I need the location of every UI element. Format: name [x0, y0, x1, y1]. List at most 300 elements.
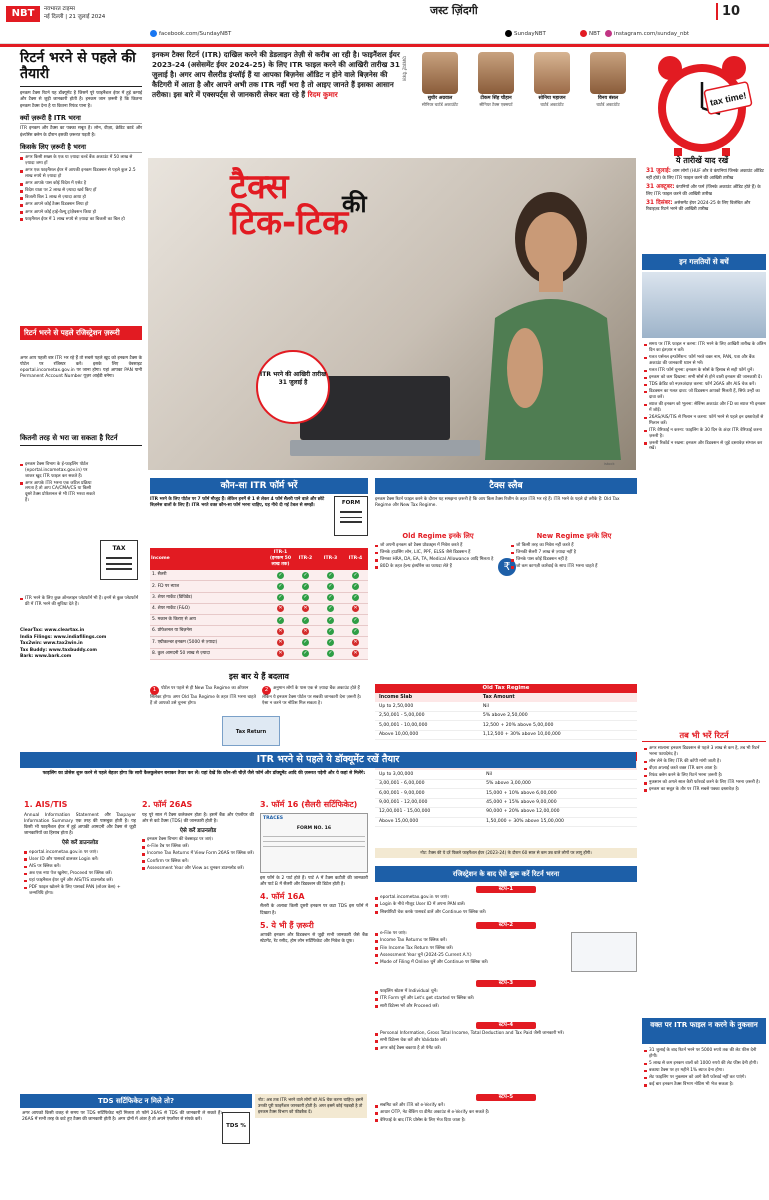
form-icon [334, 496, 368, 536]
rupee-icon: ₹ [498, 558, 516, 576]
old-regime-box [375, 532, 501, 571]
list-item: 26AS/AIS/TIS से मिलान न करना: फॉर्म भरने से पहले इन दस्तावेज़ों से मिलान करें। [644, 415, 766, 427]
list-item: AIS पर क्लिक करें। [24, 864, 136, 870]
list-item: जो किसी तरह का निवेश नहीं करते हैं [511, 543, 637, 549]
cross-icon: ✕ [278, 627, 283, 634]
table-row [150, 637, 368, 648]
deadline-stamp: ITR भरने की आखिरी तारीख 31 जुलाई है [256, 350, 330, 424]
date-text: कंपनियों और फर्म (जिनके अकाउंट ऑडिट होते हैं) के लिए ITR फाइल करने की आखिरी तारीख [646, 184, 761, 197]
list-item: लेट फाइलिंग पर नुकसान को आगे कैरी फॉरवर्ड नहीं कर पाएंगे। [644, 1075, 766, 1081]
column-header: ITR-2 [293, 548, 318, 570]
table-header-row [375, 693, 637, 702]
eligibility-cell [293, 592, 318, 603]
form16-sub: TRACES [263, 815, 284, 821]
list-item: जिनकी सैलरी 7 लाख से ज़्यादा नहीं है [511, 550, 637, 556]
expert-card [413, 52, 467, 108]
docs-column-form16 [260, 800, 368, 946]
eligibility-cell [293, 637, 318, 648]
expert-panel-label: एक्सपर्ट पैनल [400, 56, 407, 81]
eligibility-cell [268, 637, 293, 648]
date-value: 31 अक्टूबर: [646, 183, 675, 190]
youtube-link[interactable] [580, 30, 600, 38]
portal-screenshot [571, 932, 637, 972]
old-table-title: Old Tax Regime [375, 684, 637, 693]
tax-amount-cell: 5% above 3,00,000 [482, 779, 637, 788]
new-table-body [375, 770, 637, 826]
list-item: Personal Information, Gross Total Income, Total Deduction and Tax Paid जैसी जानकारी भरें। [375, 1031, 637, 1037]
list-item: ज़रूरी रिकॉर्ड न रखना: इनकम और डिडक्शन से जुड़े दस्तावेज़ संभाल कर रखें। [644, 441, 766, 453]
check-icon: ✓ [328, 650, 333, 657]
check-icon: ✓ [328, 627, 333, 634]
column-header: ITR-4 [343, 548, 368, 570]
platform-link[interactable]: India Filings: www.indiafilings.com [20, 634, 107, 640]
hero-title [230, 167, 367, 243]
instagram-link[interactable] [605, 30, 689, 38]
errors-photo [642, 272, 766, 338]
income-slab-cell: 9,00,001 - 12,00,000 [375, 798, 482, 807]
eligibility-cell [318, 626, 343, 637]
date-value: 31 दिसंबर: [646, 199, 673, 206]
check-icon: ✓ [353, 594, 358, 601]
eligibility-cell [293, 603, 318, 614]
page-number: 10 [716, 3, 740, 20]
list-item: गलत पर्सनल इन्फॉर्मेशन: फॉर्म भरते वक्त नाम, PAN, पता और बैंक अकाउंट की जानकारी ध्यान से भरें। [644, 355, 766, 367]
old-regime-heading: Old Regime इनके लिए [402, 532, 474, 540]
masthead-rule [0, 44, 769, 47]
change-number: 1 [150, 686, 159, 695]
list-item: गलत ITR फॉर्म चुनना: इनकम के सोर्स के हिसाब से सही फॉर्म चुनें। [644, 368, 766, 374]
list-item: जिनका HRA, DA, EA, TA, Medical Allowance आदि मिलता है [375, 557, 501, 563]
platform-link[interactable]: Bark: www.bark.com [20, 654, 72, 660]
tax-amount-cell: 1,12,500 + 30% above 10,00,000 [479, 730, 637, 739]
registration-steps-heading: रजिस्ट्रेशन के बाद ऐसे शुरू करें रिटर्न भरना [375, 866, 637, 882]
date-text: असेसमेंट ईयर 2024-25 के लिए विलंबित और रिवाइज़्ड रिटर्न भरने की आखिरी तारीख [646, 200, 751, 213]
platform-link[interactable]: Tax Buddy: www.taxbuddy.com [20, 647, 97, 653]
kinds-heading: कितनी तरह से भरा जा सकता है रिटर्न [20, 434, 142, 446]
eligibility-cell [318, 614, 343, 625]
tax-amount-cell: 1,50,000 + 30% above 15,00,000 [482, 817, 637, 826]
check-icon: ✓ [303, 616, 308, 623]
old-regime-table [375, 684, 637, 740]
list-item: PDF फाइल खोलने के लिए पासवर्ड PAN (लोअर केस) + जन्मतिथि होगा। [24, 885, 136, 897]
eligibility-cell [343, 581, 368, 592]
list-item: बिजली बिल 1 लाख से ज़्यादा आया हो [20, 195, 142, 201]
date-item [646, 200, 764, 214]
expert-card [469, 52, 523, 108]
eligibility-cell [268, 648, 293, 659]
tds-certificate-icon: TDS % [222, 1112, 250, 1144]
column-header: ITR-3 [318, 548, 343, 570]
check-icon: ✓ [303, 638, 308, 645]
expert-role: चार्टर्ड अकाउंटेंट [596, 102, 620, 108]
expert-photo [478, 52, 514, 94]
list-item: Income Tax Returns में View Form 26AS पर क्लिक करें। [142, 851, 254, 857]
registration-step [375, 980, 637, 1011]
list-item: जो कम कागज़ी कार्रवाई के साथ ITR भरना चाहते हैं [511, 564, 637, 570]
x-icon [505, 30, 512, 37]
eligibility-cell [318, 570, 343, 581]
check-icon: ✓ [303, 582, 308, 589]
old-table-body [375, 702, 637, 739]
platform-list [20, 628, 142, 661]
list-item: अगर कोई टैक्स बकाया है तो पेमेंट करें। [375, 1046, 637, 1052]
woman-illustration [465, 168, 625, 460]
alarm-clock-icon [640, 50, 764, 158]
list-item: ITR Form चुनें और Let's get started पर क्लिक करें। [375, 996, 637, 1002]
list-item: रिफंड क्लेम करने के लिए रिटर्न भरना ज़रूरी है। [644, 773, 766, 779]
list-item: अगर किसी शख्स के एक या ज़्यादा वर्ल्ड बैंक अकाउंट में 50 लाख से ज़्यादा जमा हों [20, 155, 142, 167]
eligibility-cell [268, 592, 293, 603]
list-item: ब्याज की इनकम को भूलना: सेविंग्स अकाउंट और FD का ब्याज भी इनकम में जोड़ें। [644, 402, 766, 414]
docs-26as-text: यह पूरे साल में टैक्स कलेक्शन होता है। इसमें बैंक और एंप्लॉयर की ओर से कटे टैक्स (TDS) की जानकारी होती है। [142, 812, 254, 824]
nbt-logo[interactable]: NBT [6, 6, 40, 22]
registration-step [375, 922, 637, 967]
youtube-handle: NBT [589, 31, 601, 37]
table-row [150, 581, 368, 592]
list-item: सभी डिटेल्स चेक करें और Validate करें। [375, 1038, 637, 1044]
forms-heading: कौन-सा ITR फॉर्म भरें [150, 478, 368, 494]
list-item: e-File टैब पर क्लिक करें। [142, 844, 254, 850]
tax-amount-cell: 45,000 + 15% above 9,00,000 [482, 798, 637, 807]
check-icon: ✓ [328, 594, 333, 601]
photo-credit: istock [604, 462, 615, 466]
expert-name: सोनिया महाजन [538, 96, 566, 101]
list-item: 80D के तहत हेल्थ इंश्योरेंस का फायदा लेते हैं [375, 564, 501, 570]
check-icon: ✓ [328, 571, 333, 578]
tds-heading: TDS सर्टिफिकेट न मिले तो? [20, 1094, 252, 1108]
docs-column-ais [24, 800, 136, 898]
check-icon: ✓ [303, 650, 308, 657]
list-item: Income Tax Returns पर क्लिक करें। [375, 938, 565, 944]
x-link[interactable] [505, 30, 546, 38]
slab-heading: टैक्स स्लैब [375, 478, 637, 494]
list-item: अगर सालाना इनकम डिडक्शन से पहले 3 लाख से कम है, तब भी रिटर्न भरना फायदेमंद है। [644, 746, 766, 758]
income-type: 4. शेयर मार्केट (F&O) [150, 603, 268, 614]
table-row [375, 721, 637, 730]
step-label: स्टेप-2 [476, 922, 536, 929]
income-slab-cell: 5,00,001 - 10,00,000 [375, 721, 479, 730]
errors-list [644, 342, 766, 454]
table-row [375, 789, 637, 798]
docs-other-text: आपकी इनकम और डिडक्शन से जुड़ी सभी जानकारी जैसे बैंक स्टेटमेंट, रेंट रसीद, होम लोन सर्टिफिकेट और निवेश के प्रूफ। [260, 933, 368, 945]
eligibility-cell [293, 648, 318, 659]
left-column [20, 50, 142, 224]
cross-icon: ✕ [303, 627, 308, 634]
docs-ais-title: 1. AIS/TIS [24, 800, 68, 809]
expert-role: सीनियर टैक्स एक्सपर्ट [479, 102, 513, 108]
hero-deck-text: इनकम टैक्स रिटर्न (ITR) दाखिल करने की डेडलाइन तेज़ी से करीब आ रही है। फाइनैंशल ईयर 2023-24 (असेसमेंट ईयर 2024-25) के लिए ITR फाइल करने की आखिरी तारीख 31 जुलाई है। अगर आप सैलरीड इंप्लॉई हैं या आपका बिज़नेस ऑडिट न होने वाले बिज़नेस की कैटिगरी में आता है और आपने अभी तक ITR नहीं भरा है तो आइए जानते हैं इसका आसान तरीका। इस बारे में एक्सपर्ट्स से जानकारी लेकर बता रहे हैं [152, 50, 400, 99]
docs-form16a-title: 4. फॉर्म 16A [260, 891, 305, 901]
check-icon: ✓ [328, 616, 333, 623]
list-item: नुकसान को अगले साल कैरी फॉरवर्ड करने के लिए ITR भरना ज़रूरी है। [644, 780, 766, 786]
check-icon: ✓ [353, 571, 358, 578]
cross-icon: ✕ [353, 638, 358, 645]
check-icon: ✓ [353, 627, 358, 634]
date-text: आम लोगों (HUF और वे कंपनियां जिनके अकाउंट ऑडिट नहीं होते) के लिए ITR फाइल करने की आखिरी तारीख [646, 169, 764, 181]
step-label: स्टेप-1 [476, 886, 536, 893]
table-row [375, 711, 637, 720]
expert-name: सुधीर अग्रवाल [427, 96, 453, 101]
list-item: वीज़ा अप्लाई करते वक्त ITR काम आता है। [644, 766, 766, 772]
list-item: इनकम को कम दिखाना: सभी सोर्स से होने वाली इनकम की जानकारी दें। [644, 375, 766, 381]
list-item: File Income Tax Return पर क्लिक करें। [375, 946, 565, 952]
expert-photo [422, 52, 458, 94]
list-item: eportal.incometax.gov.in पर जाएं। [375, 895, 637, 901]
cross-icon: ✕ [278, 650, 283, 657]
cross-icon: ✕ [353, 650, 358, 657]
list-item: Assessment Year चुनें (2024-25 Current A.Y.) [375, 953, 565, 959]
list-item: लोन लेने के लिए ITR की कॉपी मांगी जाती है। [644, 759, 766, 765]
table-row [375, 779, 637, 788]
new-regime-box [511, 532, 637, 571]
why-text: ITR इनकम और टैक्स का पक्का सबूत है। लोन, वीज़ा, क्रेडिट कार्ड और इंश्योरेंस क्लेम के दौरान इसकी ज़रूरत पड़ती है। [20, 126, 142, 138]
list-item: आधार OTP, नेट बैंकिंग या डीमैट अकाउंट से e-Verify कर सकते हैं। [375, 1110, 637, 1116]
expert-name: विनय बंसल [597, 96, 619, 101]
step-label: स्टेप-5 [476, 1094, 536, 1101]
table-row [375, 798, 637, 807]
expert-role: चार्टर्ड अकाउंटेंट [540, 102, 564, 108]
docs-ais-text: Annual Information Statement और Taxpayer Information Summary एक तरह की पासबुक होती है। यह किसी भी फाइनैंशल ईयर में हुई आपकी आमदनी और टैक्स से जुड़ी जानकारियों का हिसाब होता है। [24, 812, 136, 837]
docs-form16a-text: सैलरी के अलावा किसी दूसरी इनकम पर कटा TDS इस फॉर्म में दिखता है। [260, 904, 368, 916]
list-item: यहां फाइनैंशल ईयर चुनें और AIS/TIS डाउनलोड करें। [24, 878, 136, 884]
youtube-icon [580, 30, 587, 37]
check-icon: ✓ [278, 616, 283, 623]
hero-deck [152, 50, 400, 100]
docs-form16-title: 3. फॉर्म 16 (सैलरी सर्टिफिकेट) [260, 800, 358, 809]
docs-form16-text: इस फॉर्म के 2 पार्ट होते हैं। पार्ट A में टैक्स कटौती की जानकारी और पार्ट B में सैलरी और डिडक्शन की डिटेल होती है। [260, 875, 368, 887]
date-value: 31 जुलाई: [646, 168, 671, 174]
docs-column-26as [142, 800, 254, 873]
tax-amount-cell: 90,000 + 20% above 12,00,000 [482, 808, 637, 817]
tds-text: अगर आपको किसी वजह से समय पर TDS सर्टिफिकेट नहीं मिलता तो फॉर्म 26AS से TDS की जानकारी ले सकते हैं। 26AS में सभी तरह के कटे हुए टैक्स की जानकारी होती है। अगर दोनों में अंतर है तो अपने एंप्लॉयर से संपर्क करें। [22, 1111, 222, 1123]
registration-step [375, 1094, 637, 1125]
table-row [375, 702, 637, 711]
eligibility-cell [318, 637, 343, 648]
eligibility-cell [343, 614, 368, 625]
tax-amount-cell: Nil [479, 702, 637, 711]
registration-step [375, 1022, 637, 1053]
column-header: Income [150, 548, 268, 570]
slab-note: नोट: टैक्स की ये दरें पिछले फाइनैंशल ईयर (2023-24) के दौरान 60 साल से कम उम्र वाले लोगों पर लागू होंगी। [375, 848, 637, 858]
hero-title-ki: की [342, 190, 367, 218]
eligibility-cell [318, 581, 343, 592]
list-item: 5 लाख से कम इनकम वालों को 1000 रुपये की लेट फीस देनी होगी। [644, 1061, 766, 1067]
table-row [375, 770, 637, 779]
registration-step [375, 886, 637, 917]
table-row [150, 626, 368, 637]
docs-26as-title: 2. फॉर्म 26AS [142, 800, 193, 809]
list-item: 31 जुलाई के बाद रिटर्न भरने पर 5000 रुपये तक की लेट फीस देनी होगी। [644, 1048, 766, 1060]
expert-role: सीनियर चार्टर्ड अकाउंटेंट [421, 102, 459, 108]
list-item: सबमिट करें और ITR को e-Verify करें। [375, 1103, 637, 1109]
slab-intro: इनकम टैक्स रिटर्न फाइल करने के दौरान यह समझना ज़रूरी है कि आप किस टैक्स रिजीम के तहत ITR भर रहे हैं। ITR भरने के पहले दो तरीके हैं: Old Tax Regime और New Tax Regime. [375, 497, 620, 509]
income-slab-cell: Above 10,00,000 [375, 730, 479, 739]
eligibility-cell [318, 592, 343, 603]
expert-photo [590, 52, 626, 94]
kinds-list-2 [20, 596, 142, 609]
new-regime-heading: New Regime इनके लिए [536, 532, 612, 540]
section-title: जस्ट ज़िंदगी [430, 4, 478, 17]
list-item: जिनके पास कोई डिडक्शन नहीं है [511, 557, 637, 563]
left-title: रिटर्न भरने से पहले की तैयारी [20, 50, 136, 83]
list-item: समय पर ITR फाइल न करना: ITR भरने के लिए आखिरी तारीख के अंतिम दिन का इंतज़ार न करें। [644, 342, 766, 354]
income-type: 5. मकान के किराए से आय [150, 614, 268, 625]
dates-list [646, 168, 764, 215]
list-item: Mode of Filing में Online चुनें और Continue पर क्लिक करें। [375, 960, 565, 966]
x-handle: SundayNBT [514, 31, 546, 37]
platform-link[interactable]: ClearTax: www.cleartax.in [20, 628, 85, 633]
expert-card [525, 52, 579, 108]
dates-heading: ये तारीखें याद रखें [675, 156, 729, 165]
step-label: स्टेप-3 [476, 980, 536, 987]
late-filing-list [644, 1048, 766, 1089]
list-item: बकाया टैक्स पर हर महीने 1% ब्याज देना होगा। [644, 1068, 766, 1074]
alarm-clock-illustration [640, 50, 764, 158]
income-type: 7. एग्रीकल्चर इनकम (5000 से ज़्यादा) [150, 637, 268, 648]
list-item: वेरिफाई के बाद ITR प्रोसेस के लिए भेज दिया जाता है। [375, 1118, 637, 1124]
old-regime-list [375, 543, 501, 570]
docs-other-title: 5. ये भी हैं ज़रूरी [260, 920, 314, 930]
step-label: स्टेप-4 [476, 1022, 536, 1029]
check-icon: ✓ [303, 594, 308, 601]
income-type: 1. सैलरी [150, 570, 268, 581]
date-item [646, 168, 764, 182]
registration-text: अगर आप पहली बार ITR भर रहे हैं तो सबसे पहले खुद को इनकम टैक्स के पोर्टल पर रजिस्टर करें। इसके लिए वेबसाइट eportal.incometax.gov.in पर जाना होगा। यहां आपका PAN यानी Permanent Account Number यूज़र आईडी बनेगा। [20, 356, 142, 380]
eligibility-cell [293, 626, 318, 637]
list-item: फाइलिंग स्टेटस में Individual चुनें। [375, 989, 637, 995]
table-row [375, 730, 637, 739]
masthead-name: नवभारत टाइम्स [44, 6, 75, 12]
list-item: ITR वेरिफाई न करना: फाइलिंग के 30 दिन के अंदर ITR वेरिफाई करना ज़रूरी है। [644, 428, 766, 440]
cross-icon: ✕ [278, 605, 283, 612]
tax-amount-cell: 12,500 + 20% above 5,00,000 [479, 721, 637, 730]
list-item: User ID और पासवर्ड डालकर Login करें। [24, 857, 136, 863]
eligibility-cell [293, 581, 318, 592]
income-type: 6. प्रोफेशनल या बिज़नेस [150, 626, 268, 637]
list-item: Confirm पर क्लिक करें। [142, 859, 254, 865]
eligibility-cell [268, 603, 293, 614]
eligibility-cell [293, 614, 318, 625]
forms-intro: ITR भरने के लिए पोर्टल पर 7 फॉर्म मौजूद हैं। लेकिन इनमें से 1 से लेकर 4 फॉर्म सैलरी पाने वाले और छोटे बिज़नेस वालों के लिए हैं। ITR भरते वक्त कौन-सा फॉर्म भरना चाहिए, यह नीचे दी गई टेबल से समझें। [150, 497, 325, 509]
list-item: जिनके हाउसिंग लोन, LIC, PPF, ELSS जैसे डिडक्शन हैं [375, 550, 501, 556]
check-icon: ✓ [278, 571, 283, 578]
list-item: इनकम टैक्स विभाग की वेबसाइट पर जाएं। [142, 837, 254, 843]
tax-amount-cell: 15,000 + 10% above 6,00,000 [482, 789, 637, 798]
eligibility-cell [318, 603, 343, 614]
cross-icon: ✕ [278, 638, 283, 645]
check-icon: ✓ [328, 582, 333, 589]
income-type: 3. शेयर मार्केट (डिविडेंड) [150, 592, 268, 603]
income-type: 8. कुल आमदनी 50 लाख से ज़्यादा [150, 648, 268, 659]
tax-return-illustration: Tax Return [222, 716, 280, 746]
change-text: पोर्टल पर पहले से ही New Tax Regime का ऑप्शन सिलेक्ट होगा। अगर Old Tax Regime के तहत ITR भरना चाहते हैं तो आपको उसे चुनना होगा। [150, 686, 256, 706]
form16-thumbnail [260, 813, 368, 873]
eligibility-cell [268, 626, 293, 637]
income-slab-cell: 6,00,001 - 9,00,000 [375, 789, 482, 798]
platform-link[interactable]: Tax2win: www.tax2win.in [20, 641, 83, 647]
left-intro: इनकम टैक्स रिटर्न यह डॉक्यूमेंट है जिसमें पूरे फाइनैंशल ईयर में हुई कमाई और टैक्स से जुड़ी जानकारी होती है। इनकम जान ज़रूरी है कि कितना इनकम टैक्स देना है या कितना रिफंड पाना है। [20, 91, 142, 109]
eligibility-cell [343, 648, 368, 659]
table-row [150, 614, 368, 625]
column-header: ITR-1 (इनकम 50 लाख तक) [268, 548, 293, 570]
tax-amount-cell: 5% above 2,50,000 [479, 711, 637, 720]
kinds-list [20, 462, 98, 505]
tax-form-icon: TAX [100, 540, 138, 580]
table-row [150, 603, 368, 614]
docs-26as-subheading: ऐसे करें डाउनलोड [179, 827, 217, 834]
eligibility-cell [318, 648, 343, 659]
itr-table-body [150, 570, 368, 659]
eligibility-cell [343, 603, 368, 614]
hero-title-tick: टिक-टिक [230, 202, 349, 243]
check-icon: ✓ [353, 616, 358, 623]
instagram-handle: instagram.com/sunday_nbt [614, 31, 690, 37]
expert-panel [405, 52, 635, 152]
list-item: सारी डिटेल्स भरें और Proceed करें। [375, 1004, 637, 1010]
who-list [20, 155, 142, 222]
cross-icon: ✕ [303, 605, 308, 612]
list-item: eportal.incometax.gov.in पर जाएं। [24, 850, 136, 856]
docs-26as-steps [142, 837, 254, 871]
income-slab-cell: 3,00,001 - 6,00,000 [375, 779, 482, 788]
errors-heading: इन गलतियों से बचें [642, 254, 766, 270]
income-type: 2. FD पर ब्याज [150, 581, 268, 592]
form-icon-label: FORM [341, 500, 361, 506]
who-heading: किसके लिए ज़रूरी है भरना [20, 143, 142, 154]
check-icon: ✓ [353, 582, 358, 589]
table-header-row [150, 548, 368, 570]
eligibility-cell [343, 626, 368, 637]
column-header: Tax Amount [479, 693, 637, 702]
income-slab-cell: 2,50,001 - 5,00,000 [375, 711, 479, 720]
eligibility-cell [293, 570, 318, 581]
changes-heading: इस बार ये हैं बदलाव [228, 672, 290, 681]
income-slab-cell: Up to 2,50,000 [375, 702, 479, 711]
table-row [150, 648, 368, 659]
late-filing-heading: वक्त पर ITR फाइल न करने के नुकसान [642, 1018, 766, 1044]
check-icon: ✓ [278, 582, 283, 589]
eligibility-cell [343, 570, 368, 581]
file-anyway-heading: तब भी भरें रिटर्न [642, 730, 766, 742]
facebook-icon [150, 30, 157, 37]
ais-note: नोट: अब तक ITR भरने वाले लोगों को AIS चेक करना चाहिए। इसमें उनकी पूरी फाइनैंशल जानकारी होती है। अगर इसमें कोई गड़बड़ी है तो इनकम टैक्स विभाग को फीडबैक दें। [255, 1094, 367, 1118]
expert-card [581, 52, 635, 108]
cross-icon: ✕ [353, 605, 358, 612]
table-row [375, 808, 637, 817]
form16-label: FORM NO. 16 [296, 825, 332, 831]
list-item: TDS क्रेडिट को नज़रअंदाज़ करना: फॉर्म 26AS और AIS चेक करें। [644, 382, 766, 388]
list-item: Login के नीचे मौजूद User ID में अपना PAN डालें। [375, 902, 637, 908]
change-number: 2 [262, 686, 271, 695]
change-text: अनुमान लोगों के पास एक से ज़्यादा बैंक अकाउंट होते हैं लेकिन ये इनकम टैक्स पोर्टल पर सबकी जानकारी देना ज़रूरी है। ऐसा न करने पर नोटिस मिल सकता है। [262, 686, 362, 706]
masthead-date: नई दिल्ली | 21 जुलाई 2024 [44, 14, 106, 20]
facebook-link[interactable] [150, 30, 231, 38]
check-icon: ✓ [303, 571, 308, 578]
table-row [150, 570, 368, 581]
list-item: अगर आपने कोई टैक्स डिडक्शन लिया हो [20, 202, 142, 208]
check-icon: ✓ [328, 605, 333, 612]
docs-heading: ITR भरने से पहले ये डॉक्यूमेंट रखें तैयार [20, 752, 636, 768]
clock-label: tax time! [709, 90, 748, 108]
list-item: अगर आपके ITR भरना एक जटिल प्रक्रिया लगता है तो आप CA/CMA/CS या किसी दूसरे टैक्स प्रोफेशनल से भी ITR भरवा सकते हैं। [20, 481, 98, 504]
instagram-icon [605, 30, 612, 37]
expert-photo [534, 52, 570, 94]
eligibility-cell [268, 581, 293, 592]
itr-form-table [150, 548, 368, 660]
list-item: अगर एक फाइनैंशल ईयर में आपकी इनकम डिडक्शन से पहले कुल 2.5 लाख रुपये से ज़्यादा हो [20, 168, 142, 180]
list-item: Assessment Year और View as चुनकर डाउनलोड करें। [142, 866, 254, 872]
list-item: अब एक नया पेज खुलेगा, Proceed पर क्लिक करें। [24, 871, 136, 877]
